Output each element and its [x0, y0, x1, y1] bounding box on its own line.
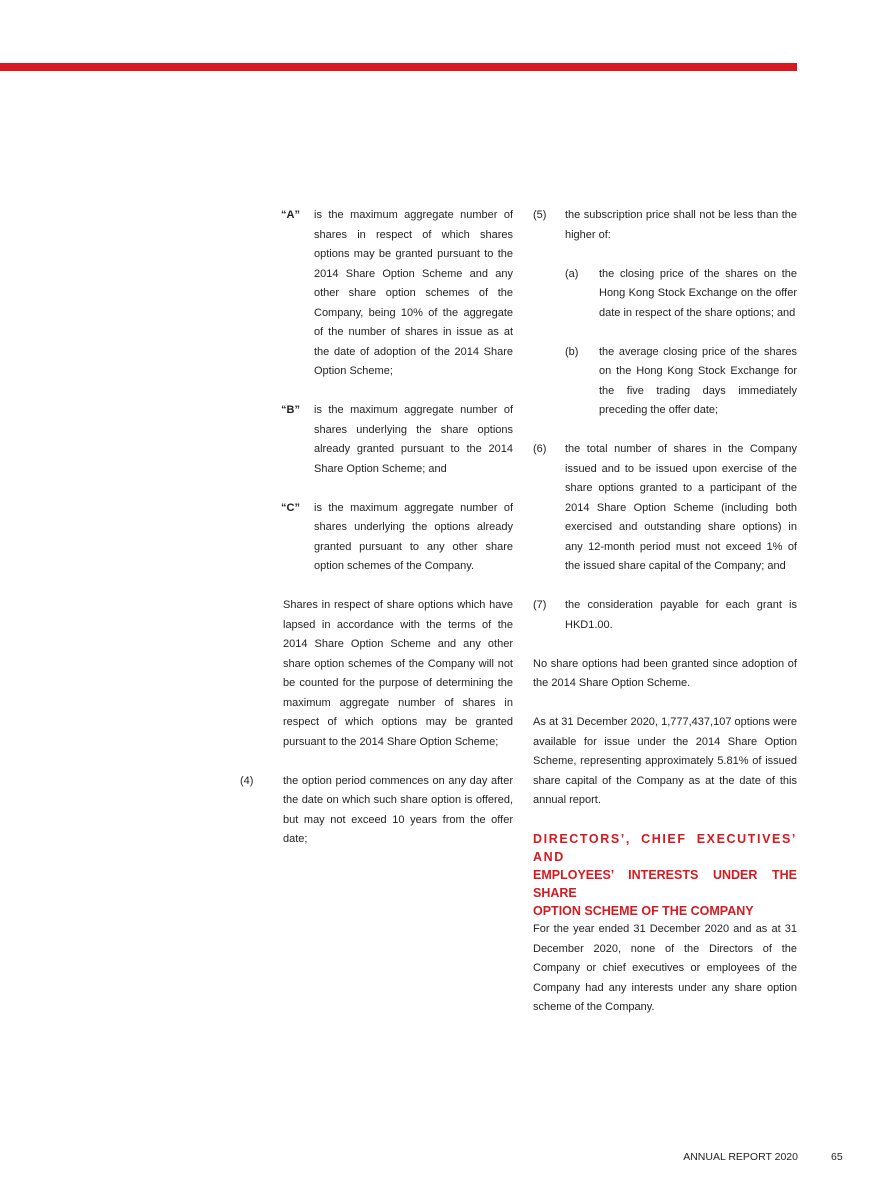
no-grant-paragraph: No share options had been granted since adoption of the 2014 Share Option Scheme. — [533, 657, 797, 689]
sub-item-b — [533, 343, 797, 421]
definition-text: is the maximum aggregate number of shares in respect of which shares options may be granted pursuant to the 2014 Share Option Scheme and any other share option schemes of the Company, being 10% of the aggregate of the number of shares in issue as at the date of adoption of the 2014 Share Option Scheme; — [314, 209, 513, 377]
section-heading-line: DIRECTORS’, CHIEF EXECUTIVES’ AND — [533, 832, 797, 864]
footer-report-label: ANNUAL REPORT 2020 — [683, 1151, 798, 1163]
sub-item-number: (a) — [565, 267, 579, 280]
sub-item-a — [533, 265, 797, 324]
list-item-text: the consideration payable for each grant is HKD1.00. — [565, 599, 797, 631]
section-heading — [533, 830, 797, 920]
list-item-text: the option period commences on any day after the date on which such share option is offered, but may not exceed 10 years from the offer date; — [283, 774, 513, 845]
sub-item-text: the average closing price of the shares on the Hong Kong Stock Exchange for the five trading days immediately preceding the offer date; — [599, 345, 797, 416]
list-item-5 — [533, 206, 797, 245]
list-item-7 — [533, 596, 797, 635]
list-item-number: (5) — [533, 209, 547, 221]
definition-c — [240, 499, 513, 577]
definition-key: “A” — [281, 209, 300, 221]
list-item-number: (7) — [533, 599, 547, 611]
definition-key: “C” — [281, 501, 300, 514]
page-number: 65 — [831, 1151, 843, 1163]
list-item-text: the total number of shares in the Company issued and to be issued upon exercise of the share options granted to a participant of the 2014 Share Option Scheme (including both exercised and outstanding share options) in any 12-month period must not exceed 1% of the issued share capital of the Company; and — [565, 443, 797, 572]
available-options-paragraph: As at 31 December 2020, 1,777,437,107 options were available for issue under the 2014 Share Option Scheme, representing approximately 5.81% of issued share capital of the Company as at the date of this annual report. — [533, 716, 797, 806]
list-item-number: (6) — [533, 443, 547, 455]
definition-a — [240, 206, 513, 382]
list-item-6 — [533, 440, 797, 577]
definition-key: “B” — [281, 404, 300, 416]
interests-paragraph: For the year ended 31 December 2020 and as at 31 December 2020, none of the Directors of the Company or chief executives or employees of the Company had any interests under any share option scheme of the Company. — [533, 923, 797, 1013]
section-heading-line: EMPLOYEES’ INTERESTS UNDER THE SHARE — [533, 868, 797, 900]
list-item-4 — [240, 772, 513, 850]
definition-text: is the maximum aggregate number of shares underlying the share options already granted pursuant to the 2014 Share Option Scheme; and — [314, 404, 513, 475]
lapsed-options-paragraph: Shares in respect of share options which have lapsed in accordance with the terms of the 2014 Share Option Scheme and any other share option schemes of the Company will not be counted for the purpose of determining the maximum aggregate number of shares in respect of which options may be granted pursuant to the 2014 Share Option Scheme; — [283, 599, 513, 748]
definition-text: is the maximum aggregate number of shares underlying the options already granted pursuant to any other share option schemes of the Company. — [314, 501, 513, 572]
sub-item-number: (b) — [565, 345, 579, 358]
section-heading-line: OPTION SCHEME OF THE COMPANY — [533, 904, 754, 918]
right-column — [533, 206, 797, 1037]
left-column — [240, 206, 513, 869]
list-item-number: (4) — [240, 774, 254, 787]
list-item-text: the subscription price shall not be less than the higher of: — [565, 209, 797, 241]
sub-item-text: the closing price of the shares on the Hong Kong Stock Exchange on the offer date in respect of the share options; and — [599, 267, 797, 319]
definition-b — [240, 401, 513, 479]
header-accent-bar — [0, 63, 797, 71]
